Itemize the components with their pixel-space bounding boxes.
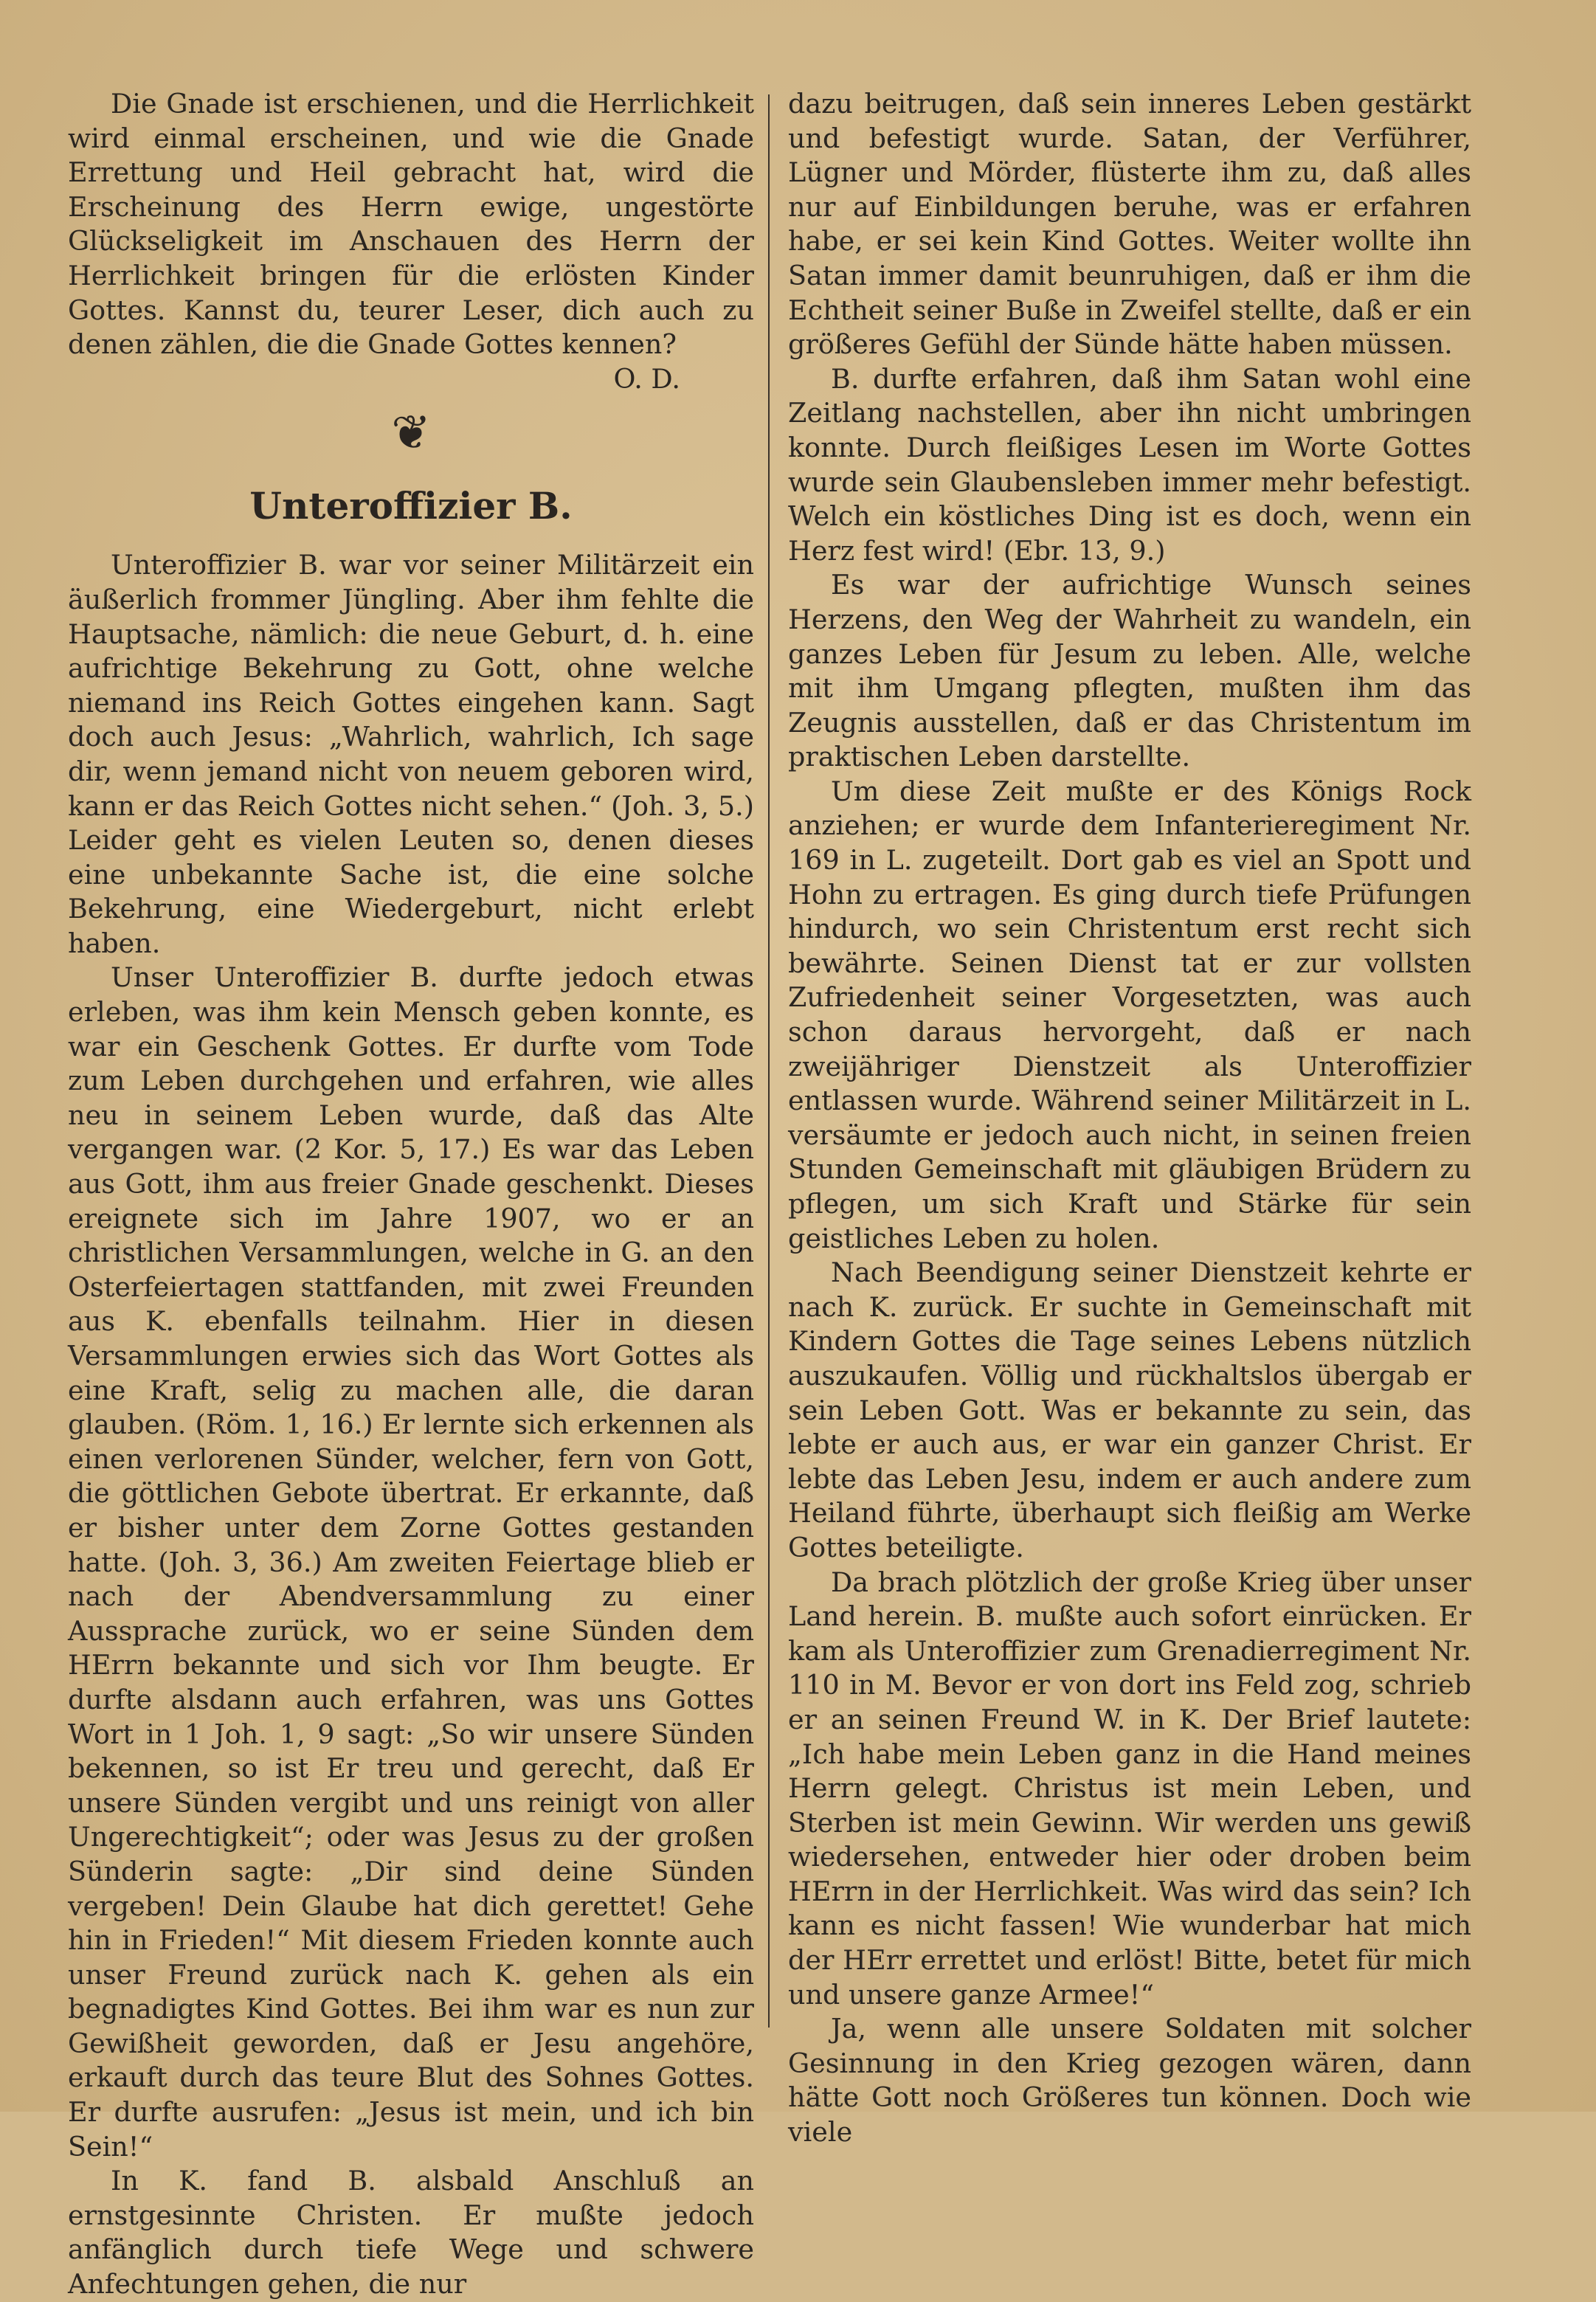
article-paragraph: Nach Beendigung seiner Dienstzeit kehrte er nach K. zurück. Er suchte in Gemeinschaft mit Kindern Gottes die Tage seines Lebens nützlich auszukaufen. Völlig und rückhaltslos übergab er sein Leben Gott. Was er bekannte zu sein, das lebte er auch aus, er war ein ganzer Christ. Er lebte das Leben Jesu, indem er auch andere zum Heiland führte, überhaupt sich fleißig am Werke Gottes beteiligte. (788, 1257, 1471, 1563)
left-column (68, 87, 754, 2302)
article-paragraph-continued: dazu beitrugen, daß sein inneres Leben gestärkt und befestigt wurde. Satan, der Verführer, Lügner und Mörder, flüsterte ihm zu, daß alles nur auf Einbildungen beruhe, was er erfahren habe, er sei kein Kind Gottes. Weiter wollte ihn Satan immer damit beunruhigen, daß er ihm die Echtheit seiner Buße in Zweifel stellte, daß er ein größeres Gefühl der Sünde hätte haben müssen. (788, 88, 1471, 361)
article-paragraph: Da brach plötzlich der große Krieg über unser Land herein. B. mußte auch sofort einrücken. Er kam als Unteroffizier zum Grenadierregiment Nr. 110 in M. Bevor er von dort ins Feld zog, schrieb er an seinen Freund W. in K. Der Brief lautete: „Ich habe mein Leben ganz in die Hand meines Herrn gelegt. Christus ist mein Leben, und Sterben ist mein Gewinn. Wir werden uns gewiß wiedersehen, entweder hier oder droben beim HErrn in der Herrlichkeit. Was wird das sein? Ich kann es nicht fassen! Wie wunderbar hat mich der HErr errettet und erlöst! Bitte, betet für mich und unsere ganze Armee!“ (788, 1566, 1471, 2011)
author-signature: O. D. (613, 362, 680, 395)
article-paragraph: Ja, wenn alle unsere Soldaten mit solcher Gesinnung in den Krieg gezogen wären, dann hätte Gott noch Größeres tun können. Doch wie viele (788, 2013, 1471, 2149)
article-paragraph: Es war der aufrichtige Wunsch seines Herzens, den Weg der Wahrheit zu wandeln, ein ganzes Leben für Jesum zu leben. Alle, welche mit ihm Umgang pflegten, mußten ihm das Zeugnis ausstellen, daß er das Christentum im praktischen Leben darstellte. (788, 569, 1471, 773)
right-column (788, 87, 1471, 2150)
article-paragraph: Unser Unteroffizier B. durfte jedoch etwas erleben, was ihm kein Mensch geben konnte, es war ein Geschenk Gottes. Er durfte vom Tode zum Leben durchgehen und erfahren, wie alles neu in seinem Leben wurde, daß das Alte vergangen war. (2 Kor. 5, 17.) Es war das Leben aus Gott, ihm aus freier Gnade geschenkt. Dieses ereignete sich im Jahre 1907, wo er an christlichen Versammlungen, welche in G. an den Osterfeiertagen stattfanden, mit zwei Freunden aus K. ebenfalls teilnahm. Hier in diesen Versammlungen erwies sich das Wort Gottes als eine Kraft, selig zu machen alle, die daran glauben. (Röm. 1, 16.) Er lernte sich erkennen als einen verlorenen Sünder, welcher, fern von Gott, die göttlichen Gebote übertrat. Er erkannte, daß er bisher unter dem Zorne Gottes gestanden hatte. (Joh. 3, 36.) Am zweiten Feiertage blieb er nach der Abendversammlung zu einer Aussprache zurück, wo er seine Sünden dem HErrn bekannte und sich vor Ihm beugte. Er durfte alsdann auch erfahren, was uns Gottes Wort in 1 Joh. 1, 9 sagt: „So wir unsere Sünden bekennen, so ist Er treu und gerecht, daß Er unsere Sünden vergibt und uns reinigt von aller Ungerechtigkeit“; oder was Jesus zu der großen Sünderin sagte: „Dir sind deine Sünden vergeben! Dein Glaube hat dich gerettet! Gehe hin in Frieden!“ Mit diesem Frieden konnte auch unser Freund zurück nach K. gehen als ein begnadigtes Kind Gottes. Bei ihm war es nun zur Gewißheit geworden, daß er Jesu angehöre, erkauft durch das teure Blut des Sohnes Gottes. Er durfte ausrufen: „Jesus ist mein, und ich bin Sein!“ (68, 961, 754, 2163)
column-divider-rule (768, 94, 770, 2028)
article-paragraph: Unteroffizier B. war vor seiner Militärzeit ein äußerlich frommer Jüngling. Aber ihm fehlte die Hauptsache, nämlich: die neue Geburt, d. h. eine aufrichtige Bekehrung zu Gott, ohne welche niemand ins Reich Gottes eingehen kann. Sagt doch auch Jesus: „Wahrlich, wahrlich, Ich sage dir, wenn jemand nicht von neuem geboren wird, kann er das Reich Gottes nicht sehen.“ (Joh. 3, 5.) Leider geht es vielen Leuten so, denen dieses eine unbekannte Sache ist, die eine solche Bekehrung, eine Wiedergeburt, nicht erlebt haben. (68, 549, 754, 959)
intro-paragraph: Die Gnade ist erschienen, und die Herrlichkeit wird einmal erscheinen, und wie die Gnade Errettung und Heil gebracht hat, wird die Erscheinung des Herrn ewige, ungestörte Glückseligkeit im Anschauen des Herrn der Herrlichkeit bringen für die erlösten Kinder Gottes. Kannst du, teurer Leser, dich auch zu denen zählen, die die Gnade Gottes kennen? (68, 88, 754, 361)
article-paragraph: Um diese Zeit mußte er des Königs Rock anziehen; er wurde dem Infanterieregiment Nr. 169 in L. zugeteilt. Dort gab es viel an Spott und Hohn zu ertragen. Es ging durch tiefe Prüfungen hindurch, wo sein Christentum erst recht sich bewährte. Seinen Dienst tat er zur vollsten Zufriedenheit seiner Vorgesetzten, was auch schon daraus hervorgeht, daß er nach zweijähriger Dienstzeit als Unteroffizier entlassen wurde. Während seiner Militärzeit in L. versäumte er jedoch auch nicht, in seinen freien Stunden Gemeinschaft mit gläubigen Brüdern zu pflegen, um sich Kraft und Stärke für sein geistliches Leben zu holen. (788, 775, 1471, 1254)
article-paragraph: In K. fand B. alsbald Anschluß an ernstgesinnte Christen. Er mußte jedoch anfänglich durch tiefe Wege und schwere Anfechtungen gehen, die nur (68, 2165, 754, 2301)
fleuron-ornament-icon: ❦ (391, 406, 431, 461)
article-title: Unteroffizier B. (249, 484, 573, 528)
article-paragraph: B. durfte erfahren, daß ihm Satan wohl eine Zeitlang nachstellen, aber ihn nicht umbringen konnte. Durch fleißiges Lesen im Worte Gottes wurde sein Glaubensleben immer mehr befestigt. Welch ein köstliches Ding ist es doch, wenn ein Herz fest wird! (Ebr. 13, 9.) (788, 362, 1471, 567)
